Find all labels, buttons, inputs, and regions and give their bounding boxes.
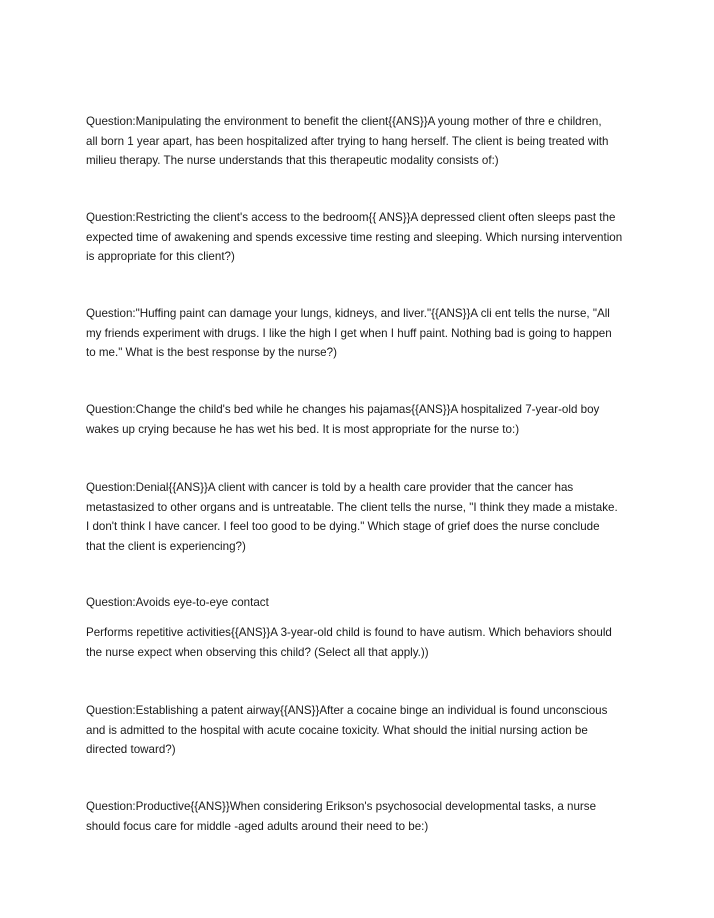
question-block <box>86 400 646 439</box>
text-line: Question:"Huffing paint can damage your lungs, kidneys, and liver."{{ANS}}A cli ent tells the nurse, "All <box>86 307 610 320</box>
question-block <box>86 478 646 556</box>
text-line: metastasized to other organs and is untreatable. The client tells the nurse, "I think they made a mistake. <box>86 500 618 514</box>
text-line: I don't think I have cancer. I feel too good to be dying." Which stage of grief does the nurse conclude <box>86 520 600 533</box>
question-block <box>86 623 646 662</box>
text-line: milieu therapy. The nurse understands that this therapeutic modality consists of:) <box>86 154 499 167</box>
text-line: Question:Establishing a patent airway{{ANS}}After a cocaine binge an individual is found unconscious <box>86 704 608 717</box>
text-line: that the client is experiencing?) <box>86 539 246 553</box>
text-line: Question:Productive{{ANS}}When considering Erikson's psychosocial developmental tasks, a nurse <box>86 800 597 813</box>
question-block <box>86 593 646 613</box>
text-line: my friends experiment with drugs. I like the high I get when I huff paint. Nothing bad is going to happen <box>86 326 612 340</box>
text-line: expected time of awakening and spends excessive time resting and sleeping. Which nursing intervention <box>86 230 623 244</box>
text-line: Question:Manipulating the environment to benefit the client{{ANS}}A young mother of thre e children, <box>86 115 602 128</box>
text-line: and is admitted to the hospital with acute cocaine toxicity. What should the initial nursing action be <box>86 723 588 737</box>
question-block <box>86 701 646 760</box>
text-line: wakes up crying because he has wet his bed. It is most appropriate for the nurse to:) <box>86 422 520 436</box>
question-block <box>86 112 646 171</box>
text-line: Question:Denial{{ANS}}A client with cancer is told by a health care provider that the cancer has <box>86 481 574 494</box>
text-line: should focus care for middle -aged adults around their need to be:) <box>86 819 429 833</box>
text-line: is appropriate for this client?) <box>86 250 235 263</box>
text-line: Question:Avoids eye-to-eye contact <box>86 596 269 609</box>
text-line: Question:Restricting the client's access to the bedroom{{ ANS}}A depressed client often sleeps past the <box>86 211 616 224</box>
text-line: directed toward?) <box>86 743 176 756</box>
question-block <box>86 304 646 363</box>
text-line: Question:Change the child's bed while he changes his pajamas{{ANS}}A hospitalized 7-year-old boy <box>86 403 600 416</box>
question-block <box>86 797 646 836</box>
text-line: the nurse expect when observing this child? (Select all that apply.)) <box>86 645 429 659</box>
text-line: Performs repetitive activities{{ANS}}A 3-year-old child is found to have autism. Which behaviors should <box>86 626 612 639</box>
question-block <box>86 208 646 267</box>
text-line: all born 1 year apart, has been hospitalized after trying to hang herself. The client is being treated with <box>86 134 609 148</box>
text-line: to me." What is the best response by the nurse?) <box>86 346 337 359</box>
